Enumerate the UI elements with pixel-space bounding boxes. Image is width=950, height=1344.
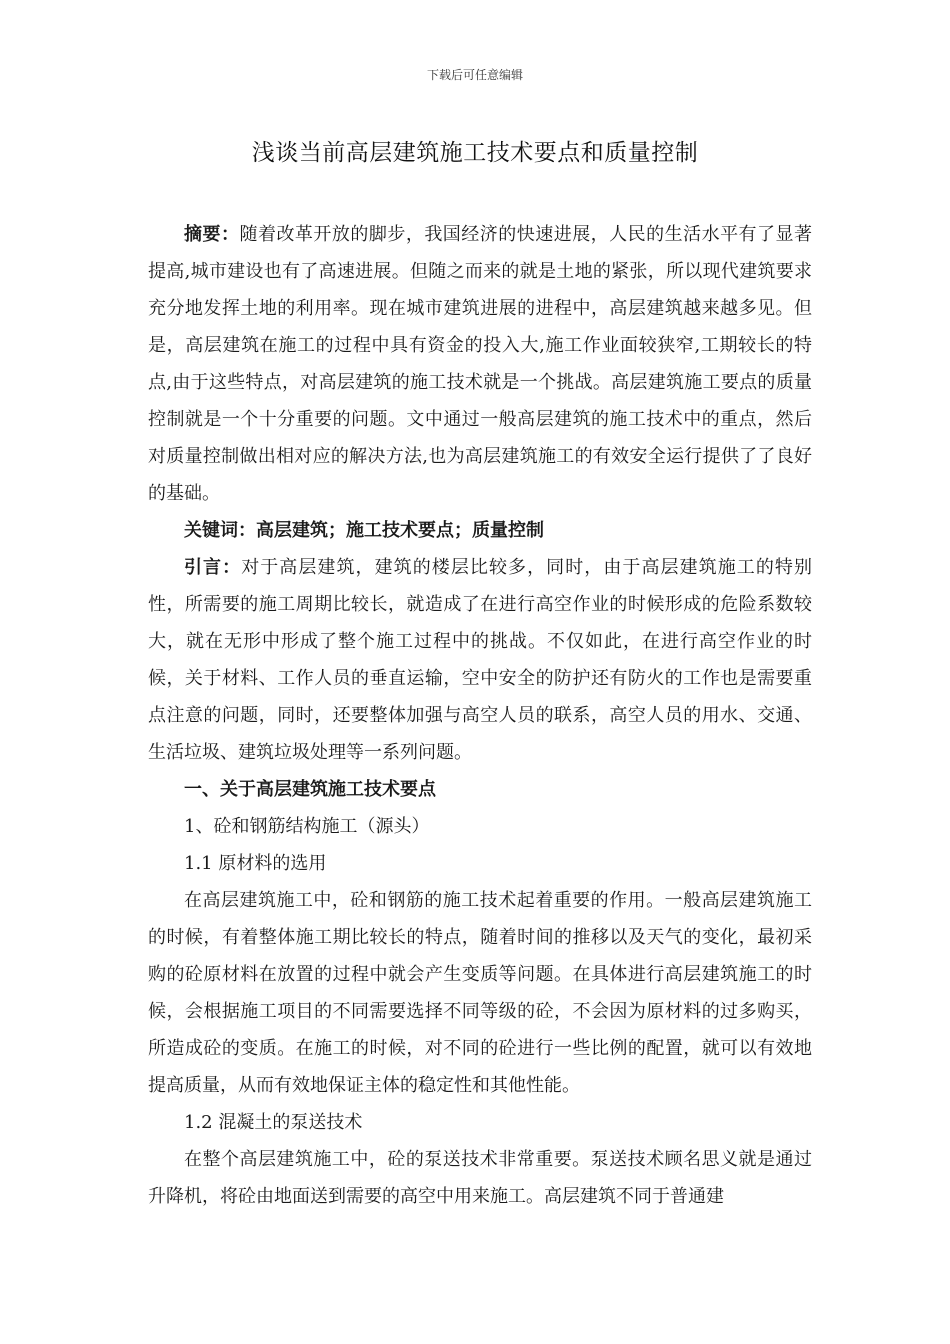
subsection-heading-1-1: 1.1 原材料的选用: [184, 853, 327, 874]
intro-text: 对于高层建筑，建筑的楼层比较多，同时，由于高层建筑施工的特别性，所需要的施工周期比较长，就造成了在进行高空作业的时候形成的危险系数较大，就在无形中形成了整个施工过程中的挑战。不仅如此，在进行高空作业的时候，关于材料、工作人员的垂直运输，空中安全的防护还有防火的工作也是需要重点注意的问题，同时，还要整体加强与高空人员的联系，高空人员的用水、交通、生活垃圾、建筑垃圾处理等一系列问题。: [148, 557, 812, 763]
abstract-label: 摘要：: [184, 224, 240, 245]
document-title: 浅谈当前高层建筑施工技术要点和质量控制: [251, 140, 699, 166]
paragraph-1-2: 在整个高层建筑施工中，砼的泵送技术非常重要。泵送技术顾名思义就是通过升降机，将砼由地面送到需要的高空中用来施工。高层建筑不同于普通建: [148, 1149, 812, 1207]
abstract-paragraph: [148, 216, 812, 512]
header-note: 下载后可任意编辑: [426, 68, 523, 82]
subsection-heading-1: 1、砼和钢筋结构施工（源头）: [184, 816, 430, 837]
intro-label: 引言：: [184, 557, 242, 578]
document-body: [148, 216, 812, 1215]
intro-paragraph: [148, 549, 812, 771]
subsection-heading-1-2: 1.2 混凝土的泵送技术: [184, 1112, 363, 1133]
paragraph-1-1: 在高层建筑施工中，砼和钢筋的施工技术起着重要的作用。一般高层建筑施工的时候，有着整体施工期比较长的特点，随着时间的推移以及天气的变化，最初采购的砼原材料在放置的过程中就会产生变质等问题。在具体进行高层建筑施工的时候，会根据施工项目的不同需要选择不同等级的砼，不会因为原材料的过多购买，所造成砼的变质。在施工的时候，对不同的砼进行一些比例的配置，就可以有效地提高质量，从而有效地保证主体的稳定性和其他性能。: [148, 890, 812, 1096]
section-heading-1: 一、关于高层建筑施工技术要点: [184, 779, 436, 800]
abstract-text: 随着改革开放的脚步，我国经济的快速进展，人民的生活水平有了显著提高,城市建设也有了高速进展。但随之而来的就是土地的紧张，所以现代建筑要求充分地发挥土地的利用率。现在城市建筑进展的进程中，高层建筑越来越多见。但是，高层建筑在施工的过程中具有资金的投入大,施工作业面较狭窄,工期较长的特点,由于这些特点，对高层建筑的施工技术就是一个挑战。高层建筑施工要点的质量控制就是一个十分重要的问题。文中通过一般高层建筑的施工技术中的重点，然后对质量控制做出相对应的解决方法,也为高层建筑施工的有效安全运行提供了了良好的基础。: [148, 224, 813, 504]
keywords-line: 关键词：高层建筑；施工技术要点；质量控制: [184, 520, 544, 541]
